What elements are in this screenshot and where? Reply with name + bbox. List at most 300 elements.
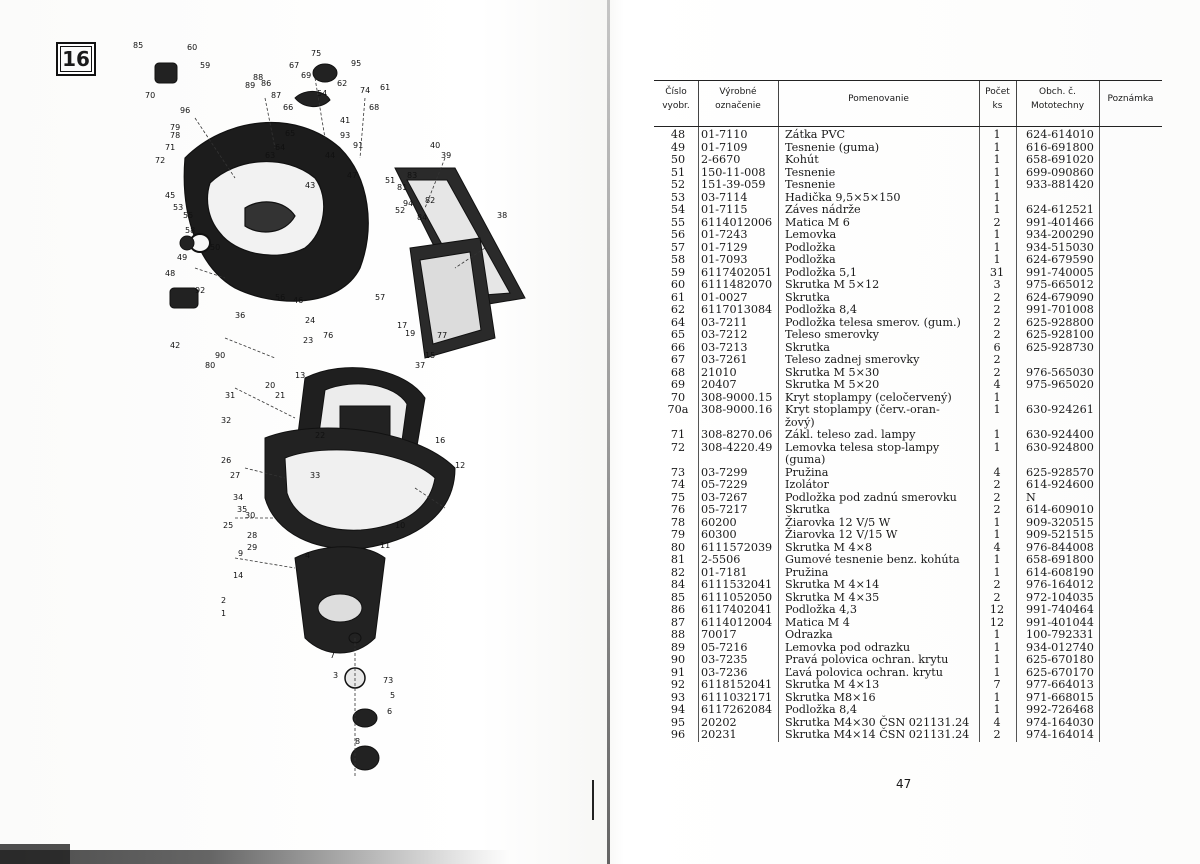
cell-name: Podložka — [785, 240, 836, 254]
cell-name: Pružina — [785, 565, 829, 579]
label: 30 — [245, 511, 256, 520]
cell-code: 6117262084 — [701, 703, 773, 716]
cell-quantity: 1 — [993, 403, 1001, 416]
cell-order-number: 625-670180 — [1026, 653, 1094, 666]
cell-name: Žiarovka 12 V/5 W — [785, 515, 891, 529]
label: 32 — [221, 416, 232, 425]
table-row — [654, 479, 1162, 492]
cell-quantity: 2 — [993, 590, 1001, 604]
cell-number: 82 — [670, 565, 686, 579]
cell-number: 59 — [670, 265, 686, 279]
cell-order-number: 630-924261 — [1026, 403, 1094, 416]
cell-order-number: 614-609010 — [1026, 503, 1094, 516]
cell-code: 01-7093 — [701, 253, 748, 266]
table-row — [654, 454, 1162, 467]
label: 9 — [238, 549, 244, 558]
cell-order-number: 975-965020 — [1026, 378, 1094, 391]
label: 15 — [425, 351, 436, 360]
cell-order-number: 972-104035 — [1026, 590, 1094, 604]
cell-name: Skrutka M4×30 ČSN 021131.24 — [785, 715, 970, 729]
cell-name: Lemovka pod odrazku — [785, 640, 911, 654]
cell-order-number: 625-928730 — [1026, 340, 1094, 354]
cell-number: 79 — [670, 528, 686, 541]
cell-code: 05-7229 — [701, 478, 748, 491]
table-row — [654, 429, 1162, 442]
label: 88 — [253, 73, 264, 82]
cell-code: 20407 — [701, 378, 737, 391]
cell-quantity: 12 — [989, 603, 1005, 616]
table-row — [654, 129, 1162, 142]
label: 48 — [165, 269, 176, 278]
label: 40 — [430, 141, 441, 150]
table-row — [654, 404, 1162, 417]
cell-order-number: 975-665012 — [1026, 278, 1094, 291]
cell-quantity: 7 — [993, 678, 1001, 691]
label: 12 — [455, 461, 466, 470]
cell-number: 56 — [670, 228, 686, 241]
cell-order-number: 974-164030 — [1026, 715, 1094, 729]
cell-code: 2-5506 — [701, 553, 741, 566]
table-row — [654, 679, 1162, 692]
table-row — [654, 604, 1162, 617]
cell-quantity: 1 — [993, 390, 1001, 404]
cell-name: Kryt stoplampy (celočervený) — [785, 390, 952, 404]
cell-quantity: 1 — [993, 690, 1001, 704]
label: 81 — [397, 183, 408, 192]
cell-code: 60200 — [701, 515, 737, 529]
label: 89 — [245, 81, 256, 90]
cell-order-number: 625-928570 — [1026, 465, 1094, 479]
cell-name: žový) — [785, 415, 815, 429]
table-row — [654, 354, 1162, 367]
header-qty: Počet ks — [985, 87, 1010, 111]
table-body — [654, 127, 1162, 742]
table-row — [654, 729, 1162, 742]
label: 37 — [415, 361, 426, 370]
cell-code: 6111032171 — [701, 690, 773, 704]
cell-quantity: 1 — [993, 428, 1001, 441]
label: 77 — [437, 331, 448, 340]
label: 3 — [333, 671, 339, 680]
cell-number: 52 — [670, 178, 686, 191]
label: 19 — [405, 329, 416, 338]
label: 82 — [425, 196, 436, 205]
cell-name: Podložka 5,1 — [785, 265, 857, 279]
cell-code: 6114012004 — [701, 615, 773, 629]
header-obj: Obch. č. Mototechny — [1030, 87, 1085, 111]
cell-quantity: 1 — [993, 140, 1001, 154]
label: 13 — [295, 371, 306, 380]
cell-quantity: 2 — [993, 328, 1001, 341]
cell-quantity: 31 — [989, 265, 1005, 279]
label: 14 — [233, 571, 244, 580]
rear-fender-drawing — [265, 428, 455, 653]
cell-name: Skrutka — [785, 503, 830, 516]
label: 33 — [310, 471, 321, 480]
cell-code: 308-9000.16 — [701, 403, 773, 416]
cell-number: 75 — [670, 490, 686, 504]
cell-order-number: 625-928800 — [1026, 315, 1094, 329]
table-row — [654, 504, 1162, 517]
cell-number: 93 — [670, 690, 686, 704]
cell-name: Ľavá polovica ochran. krytu — [785, 665, 943, 679]
label: 87 — [271, 91, 282, 100]
cell-code: 05-7217 — [701, 503, 748, 516]
table-row — [654, 654, 1162, 667]
label: 43 — [305, 181, 316, 190]
cell-order-number: 625-670170 — [1026, 665, 1094, 679]
label: 5 — [390, 691, 396, 700]
cell-code: 03-7212 — [701, 328, 748, 341]
cell-number: 69 — [670, 378, 686, 391]
figure-number-badge: 16 — [56, 42, 96, 76]
cell-number: 76 — [670, 503, 686, 516]
cell-name: Podložka 4,3 — [785, 603, 857, 616]
cell-number: 57 — [670, 240, 686, 254]
cell-order-number: 658-691800 — [1026, 553, 1094, 566]
label: 29 — [247, 543, 258, 552]
cell-quantity: 2 — [993, 503, 1001, 516]
label: 75 — [311, 49, 322, 58]
label: 24 — [305, 316, 316, 325]
table-row — [654, 279, 1162, 292]
cell-quantity: 4 — [993, 540, 1001, 554]
cell-order-number: 934-200290 — [1026, 228, 1094, 241]
cell-number: 80 — [670, 540, 686, 554]
label: 20 — [265, 381, 276, 390]
cell-quantity: 1 — [993, 653, 1001, 666]
cell-quantity: 6 — [993, 340, 1001, 354]
label: 17 — [397, 321, 408, 330]
cell-order-number: 630-924800 — [1026, 440, 1094, 454]
cell-quantity: 1 — [993, 153, 1001, 166]
cell-number: 81 — [670, 553, 686, 566]
cell-code: 151-39-059 — [701, 178, 766, 191]
cell-number: 94 — [670, 703, 686, 716]
cell-quantity: 1 — [993, 240, 1001, 254]
cell-number: 65 — [670, 328, 686, 341]
label: 70 — [145, 91, 156, 100]
table-row — [654, 554, 1162, 567]
header-code: Výrobné označenie — [715, 87, 761, 111]
label: 52 — [395, 206, 406, 215]
cell-number: 67 — [670, 353, 686, 366]
cell-code: 21010 — [701, 365, 737, 379]
cell-quantity: 4 — [993, 378, 1001, 391]
cell-order-number: 977-664013 — [1026, 678, 1094, 691]
cell-name: Tesnenie — [785, 165, 836, 179]
cell-quantity: 1 — [993, 440, 1001, 454]
cell-name: Lemovka — [785, 228, 837, 241]
cell-order-number: 991-401466 — [1026, 215, 1094, 229]
cell-quantity: 1 — [993, 565, 1001, 579]
label: 54 — [317, 89, 328, 98]
cell-number: 50 — [670, 153, 686, 166]
cell-number: 74 — [670, 478, 686, 491]
label: 42 — [170, 341, 181, 350]
label: 68 — [369, 103, 380, 112]
cell-name: Pravá polovica ochran. krytu — [785, 653, 949, 666]
cell-code: 03-7267 — [701, 490, 748, 504]
cell-code: 60300 — [701, 528, 737, 541]
cell-name: Skrutka M 5×12 — [785, 278, 880, 291]
cell-quantity: 2 — [993, 365, 1001, 379]
label: 85 — [133, 41, 144, 50]
cell-quantity: 1 — [993, 190, 1001, 204]
cell-code: 03-7236 — [701, 665, 748, 679]
cell-quantity: 2 — [993, 728, 1001, 741]
cell-order-number: 699-090860 — [1026, 165, 1094, 179]
cell-number: 84 — [670, 578, 686, 591]
cell-order-number: 934-012740 — [1026, 640, 1094, 654]
label: 2 — [221, 596, 227, 605]
label: 51 — [385, 176, 396, 185]
cell-name: Skrutka — [785, 340, 830, 354]
cell-code: 03-7114 — [701, 190, 748, 204]
cell-name: Matica M 6 — [785, 215, 850, 229]
label: 92 — [195, 286, 206, 295]
label: 45 — [165, 191, 176, 200]
label: 35 — [237, 505, 248, 514]
cell-order-number: 616-691800 — [1026, 140, 1094, 154]
label: 66 — [283, 103, 294, 112]
cell-quantity: 12 — [989, 615, 1005, 629]
label: 83 — [407, 171, 418, 180]
cell-code: 70017 — [701, 628, 737, 641]
cell-quantity: 2 — [993, 578, 1001, 591]
cell-order-number: 991-740464 — [1026, 603, 1094, 616]
label: 47 — [347, 171, 358, 180]
cell-name: Skrutka M8×16 — [785, 690, 876, 704]
cell-quantity: 2 — [993, 303, 1001, 316]
label: 79 — [170, 123, 181, 132]
cell-name: Podložka pod zadnú smerovku — [785, 490, 957, 504]
cell-number: 51 — [670, 165, 686, 179]
label: 39 — [441, 151, 452, 160]
cell-number: 87 — [670, 615, 686, 629]
cell-code: 6111482070 — [701, 278, 773, 291]
cell-number: 68 — [670, 365, 686, 379]
cell-code: 308-4220.49 — [701, 440, 773, 454]
cell-order-number: 976-844008 — [1026, 540, 1094, 554]
gutter-mark — [592, 780, 594, 820]
cell-name: Odrazka — [785, 628, 833, 641]
cell-name: Zátka PVC — [785, 128, 846, 141]
cell-quantity: 1 — [993, 553, 1001, 566]
label: 10 — [395, 521, 406, 530]
label: 91 — [353, 141, 364, 150]
cell-name: Žiarovka 12 V/15 W — [785, 528, 898, 541]
table-row — [654, 379, 1162, 392]
table-row — [654, 704, 1162, 717]
cell-name: Skrutka M 5×30 — [785, 365, 880, 379]
cell-number: 89 — [670, 640, 686, 654]
cell-number: 88 — [670, 628, 686, 641]
label: 73 — [383, 676, 394, 685]
label: 64 — [275, 143, 286, 152]
cell-name: Kryt stoplampy (červ.-oran- — [785, 403, 940, 416]
label: 7 — [330, 651, 336, 660]
label: 6 — [387, 707, 393, 716]
cell-name: Skrutka M 4×8 — [785, 540, 873, 554]
cell-quantity: 2 — [993, 290, 1001, 304]
cell-order-number: 991-740005 — [1026, 265, 1094, 279]
table-row — [654, 629, 1162, 642]
cell-name: (guma) — [785, 453, 826, 466]
cell-name: Skrutka M 4×13 — [785, 678, 880, 691]
cell-code: 01-7110 — [701, 128, 748, 141]
cell-name: Lemovka telesa stop-lampy — [785, 440, 940, 454]
cell-name: Podložka — [785, 253, 836, 266]
cell-code: 03-7235 — [701, 653, 748, 666]
cell-code: 308-9000.15 — [701, 390, 773, 404]
cell-quantity: 2 — [993, 315, 1001, 329]
cell-order-number: 933-881420 — [1026, 178, 1094, 191]
table-row — [654, 154, 1162, 167]
cell-name: Izolátor — [785, 478, 829, 491]
cell-code: 20231 — [701, 728, 737, 741]
cell-name: Skrutka M 4×14 — [785, 578, 880, 591]
table-row — [654, 229, 1162, 242]
cell-order-number: 991-401044 — [1026, 615, 1094, 629]
cell-code: 01-7109 — [701, 140, 748, 154]
cell-quantity: 3 — [993, 278, 1001, 291]
cell-quantity: 1 — [993, 628, 1001, 641]
cell-quantity: 1 — [993, 253, 1001, 266]
cell-code: 03-7211 — [701, 315, 748, 329]
label: 63 — [265, 151, 276, 160]
cell-order-number: 992-726468 — [1026, 703, 1094, 716]
cell-quantity: 4 — [993, 465, 1001, 479]
cell-code: 6111532041 — [701, 578, 773, 591]
cell-order-number: 624-679590 — [1026, 253, 1094, 266]
label: 41 — [340, 116, 351, 125]
cell-number: 78 — [670, 515, 686, 529]
table-header — [654, 80, 1162, 127]
label: 84 — [417, 213, 428, 222]
cell-order-number: 658-691020 — [1026, 153, 1094, 166]
cell-order-number: 624-612521 — [1026, 203, 1094, 216]
cell-name: Pružina — [785, 465, 829, 479]
cell-name: Skrutka M 5×20 — [785, 378, 880, 391]
cell-number: 96 — [670, 728, 686, 741]
label: 86 — [261, 79, 272, 88]
label: 55 — [183, 211, 194, 220]
table-row — [654, 179, 1162, 192]
cell-number: 70a — [667, 403, 689, 416]
cell-quantity: 1 — [993, 528, 1001, 541]
label: 21 — [275, 391, 286, 400]
cell-order-number: 630-924400 — [1026, 428, 1094, 441]
cell-code: 6117013084 — [701, 303, 773, 316]
table-row — [654, 329, 1162, 342]
label: 72 — [155, 156, 166, 165]
cell-number: 70 — [670, 390, 686, 404]
cell-quantity: 1 — [993, 178, 1001, 191]
cell-quantity: 2 — [993, 353, 1001, 366]
cell-name: Skrutka — [785, 290, 830, 304]
cell-code: 6117402041 — [701, 603, 773, 616]
cell-code: 6111572039 — [701, 540, 773, 554]
label: 26 — [221, 456, 232, 465]
cell-number: 92 — [670, 678, 686, 691]
label: 65 — [285, 129, 296, 138]
cell-code: 6111052050 — [701, 590, 773, 604]
label: 11 — [380, 541, 391, 550]
label: 76 — [323, 331, 334, 340]
cell-order-number: 976-164012 — [1026, 578, 1094, 591]
label: 58 — [185, 226, 196, 235]
cell-name: Zákl. teleso zad. lampy — [785, 428, 916, 441]
cell-name: Tesnenie (guma) — [785, 140, 880, 154]
cell-quantity: 1 — [993, 128, 1001, 141]
cell-name: Matica M 4 — [785, 615, 850, 629]
table-row — [654, 579, 1162, 592]
cell-code: 2-6670 — [701, 153, 741, 166]
label: 46 — [293, 296, 304, 305]
cell-code: 05-7216 — [701, 640, 748, 654]
label: 34 — [233, 493, 244, 502]
cell-code: 01-7181 — [701, 565, 748, 579]
cell-number: 58 — [670, 253, 686, 266]
table-row — [654, 442, 1162, 455]
cell-code: 6118152041 — [701, 678, 773, 691]
cell-name: Tesnenie — [785, 178, 836, 191]
cell-order-number: N — [1026, 490, 1036, 504]
label: 94 — [403, 199, 414, 208]
label: 71 — [165, 143, 176, 152]
header-no: Číslo vyobr. — [662, 87, 690, 111]
cell-code: 01-0027 — [701, 290, 748, 304]
book-gutter — [607, 0, 610, 864]
header-note: Poznámka — [1107, 94, 1154, 104]
cell-quantity: 1 — [993, 203, 1001, 216]
parts-table — [654, 80, 1162, 742]
cell-quantity: 4 — [993, 715, 1001, 729]
label: 27 — [230, 471, 241, 480]
cell-code: 03-7261 — [701, 353, 748, 366]
cell-name: Podložka 8,4 — [785, 303, 857, 316]
cell-number: 60 — [670, 278, 686, 291]
cell-code: 01-7129 — [701, 240, 748, 254]
label: 95 — [351, 59, 362, 68]
cell-name: Hadička 9,5×5×150 — [785, 190, 901, 204]
label: 53 — [173, 203, 184, 212]
label: 69 — [301, 71, 312, 80]
label: 90 — [215, 351, 226, 360]
cell-order-number: 976-565030 — [1026, 365, 1094, 379]
cell-code: 03-7213 — [701, 340, 748, 354]
label: 38 — [497, 211, 508, 220]
header-name: Pomenovanie — [848, 94, 909, 104]
cell-order-number: 971-668015 — [1026, 690, 1094, 704]
table-row — [654, 529, 1162, 542]
label: 60 — [187, 43, 198, 52]
label: 23 — [303, 336, 314, 345]
cell-order-number: 100-792331 — [1026, 628, 1094, 641]
cell-name: Záves nádrže — [785, 203, 861, 216]
cell-number: 66 — [670, 340, 686, 354]
cell-quantity: 1 — [993, 665, 1001, 679]
label: 78 — [170, 131, 181, 140]
cell-code: 150-11-008 — [701, 165, 766, 179]
cell-number: 91 — [670, 665, 686, 679]
cell-code: 01-7243 — [701, 228, 748, 241]
cell-order-number: 614-608190 — [1026, 565, 1094, 579]
cell-number: 62 — [670, 303, 686, 316]
cell-name: Podložka telesa smerov. (gum.) — [785, 315, 961, 329]
cell-code: 01-7115 — [701, 203, 748, 216]
